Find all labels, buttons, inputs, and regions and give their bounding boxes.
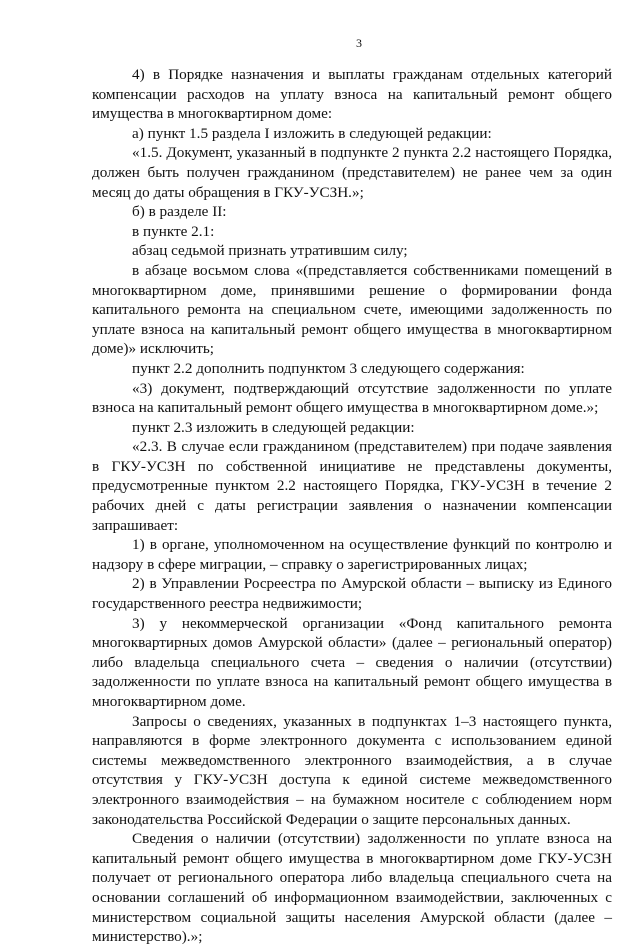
paragraph-list-1: 1) в органе, уполномоченном на осуществление функций по контролю и надзору в сфере миграции, – справку о зарегистрированных лицах;	[92, 536, 612, 573]
paragraph-point-2-3: пункт 2.3 изложить в следующей редакции:	[132, 418, 415, 436]
paragraph-item-4: 4) в Порядке назначения и выплаты гражданам отдельных категорий компенсации расходов на уплату взноса на капитальный ремонт общего имущества в многоквартирном доме:	[92, 66, 612, 123]
page-number: 3	[356, 36, 362, 50]
paragraph-subitem-b: б) в разделе II:	[132, 203, 227, 221]
paragraph-subitem-a: а) пункт 1.5 раздела I изложить в следующей редакции:	[132, 124, 492, 142]
document-body	[92, 65, 612, 947]
paragraph-debt-info: Сведения о наличии (отсутствии) задолженности по уплате взноса на капитальный ремонт общего имущества в многоквартирном доме ГКУ-УСЗН получает от регионального оператора либо владельца специального счета на основании соглашений об информационном взаимодействии, заключенных с министерством социальной защиты населения Амурской области (далее – министерство).»;	[92, 830, 612, 946]
paragraph-point-2-2: пункт 2.2 дополнить подпунктом 3 следующего содержания:	[132, 359, 525, 377]
paragraph-quote-3: «3) документ, подтверждающий отсутствие задолженности по уплате взноса на капитальный ремонт общего имущества в многоквартирном доме.»;	[92, 379, 612, 417]
paragraph-list-3: 3) у некоммерческой организации «Фонд капитального ремонта многоквартирных домов Амурской области» (далее – региональный оператор) либо владельца специального счета – сведения о наличии (отсутствии) задолженности по уплате взноса на капитальный ремонт общего имущества в многоквартирном доме.	[92, 614, 612, 710]
paragraph-point-2-1: в пункте 2.1:	[132, 222, 215, 240]
paragraph-requests: Запросы о сведениях, указанных в подпунктах 1–3 настоящего пункта, направляются в форме электронного документа с использованием единой системы межведомственного электронного взаимодействия, а в случае отсутствия у ГКУ-УСЗН доступа к единой системе межведомственного электронного взаимодействия – на бумажном носителе с соблюдением норм законодательства Российской Федерации о защите персональных данных.	[92, 712, 612, 828]
paragraph-abzac-7: абзац седьмой признать утратившим силу;	[132, 242, 408, 260]
paragraph-abzac-8: в абзаце восьмом слова «(представляется собственниками помещений в многоквартирном доме, принявшими решение о формировании фонда капитального ремонта на специальном счете, имеющими задолженность по уплате взноса на капитальный ремонт общего имущества в многоквартирном доме)» исключить;	[92, 261, 612, 358]
paragraph-quote-2-3: «2.3. В случае если гражданином (представителем) при подаче заявления в ГКУ-УСЗН по собственной инициативе не представлены документы, предусмотренные пунктом 2.2 настоящего Порядка, ГКУ-УСЗН в течение 2 рабочих дней с даты регистрации заявления о назначении компенсации запрашивает:	[92, 438, 612, 534]
paragraph-quote-1-5: «1.5. Документ, указанный в подпункте 2 пункта 2.2 настоящего Порядка, должен быть получен гражданином (представителем) не ранее чем за один месяц до даты обращения в ГКУ-УСЗН.»;	[92, 144, 612, 201]
paragraph-list-2: 2) в Управлении Росреестра по Амурской области – выписку из Единого государственного реестра недвижимости;	[92, 575, 612, 613]
